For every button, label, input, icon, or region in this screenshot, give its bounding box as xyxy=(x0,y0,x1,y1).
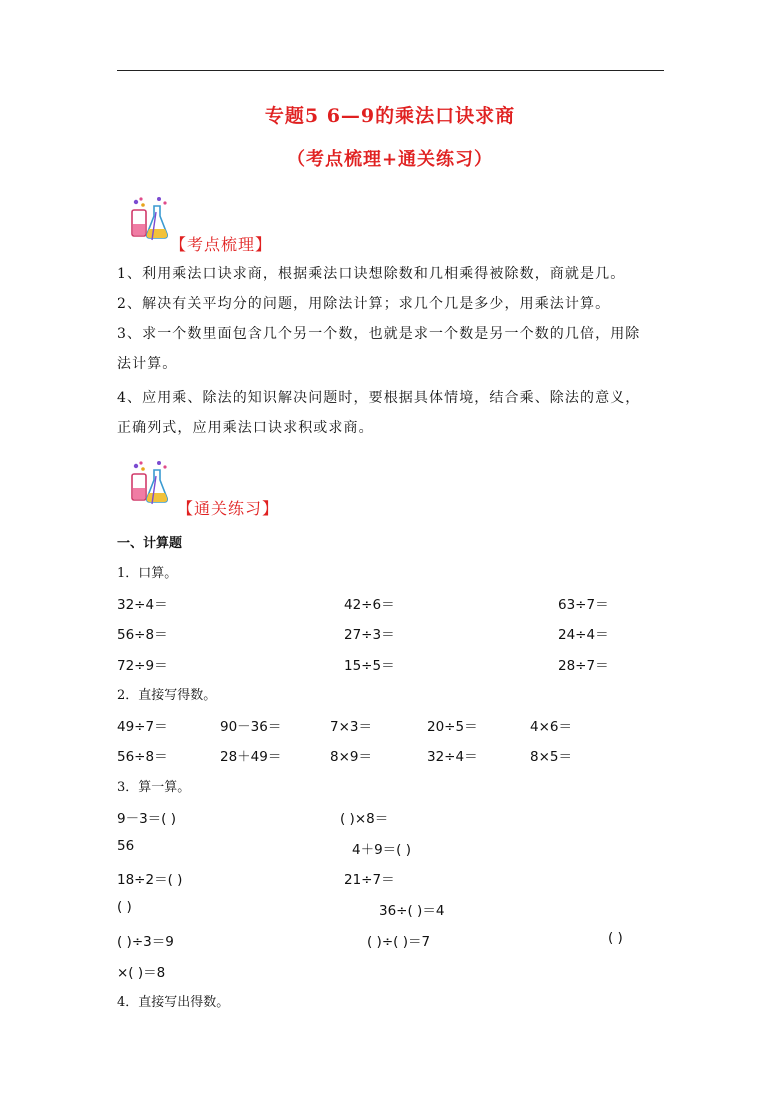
q3-item: 18÷2＝( ) xyxy=(117,872,183,888)
page-title: 专题5 6—9的乘法口诀求商 xyxy=(264,105,516,127)
q2-item: 56÷8＝ xyxy=(117,749,168,765)
header-rule xyxy=(117,70,664,71)
q3-item: 56 xyxy=(117,838,135,854)
question-1-title: 1．口算。 xyxy=(117,566,178,581)
question-3-title: 3．算一算。 xyxy=(117,780,191,795)
q1-item: 32÷4＝ xyxy=(117,597,168,613)
q3-item: ( )÷( )＝7 xyxy=(367,934,431,950)
lab-flask-icon xyxy=(130,460,170,506)
review-point-4: 4、应用乘、除法的知识解决问题时，要根据具体情境，结合乘、除法的意义， xyxy=(117,390,641,406)
part-heading: 一、计算题 xyxy=(117,536,183,551)
review-point-3-cont: 法计算。 xyxy=(117,356,178,372)
q3-item: 9－3＝( ) xyxy=(117,811,177,827)
q2-item: 8×5＝ xyxy=(530,749,572,765)
q1-item: 72÷9＝ xyxy=(117,658,168,674)
q1-item: 63÷7＝ xyxy=(558,597,609,613)
review-point-2: 2、解决有关平均分的问题，用除法计算；求几个几是多少，用乘法计算。 xyxy=(117,296,611,312)
q3-item: 21÷7＝ xyxy=(344,872,395,888)
q3-item: ( )÷3＝9 xyxy=(117,934,174,950)
q2-item: 49÷7＝ xyxy=(117,719,168,735)
section-label-review: 【考点梳理】 xyxy=(170,235,273,254)
q2-item: 8×9＝ xyxy=(330,749,372,765)
q3-item: 36÷( )＝4 xyxy=(379,903,445,919)
q1-item: 15÷5＝ xyxy=(344,658,395,674)
lab-flask-icon xyxy=(130,196,170,242)
q2-item: 32÷4＝ xyxy=(427,749,478,765)
q3-item: 4＋9＝( ) xyxy=(352,842,412,858)
question-4-title: 4．直接写出得数。 xyxy=(117,995,230,1010)
page-subtitle: （考点梳理+通关练习） xyxy=(286,149,494,170)
q2-item: 7×3＝ xyxy=(330,719,372,735)
q2-item: 4×6＝ xyxy=(530,719,572,735)
q1-item: 42÷6＝ xyxy=(344,597,395,613)
q1-item: 56÷8＝ xyxy=(117,627,168,643)
review-point-3: 3、求一个数里面包含几个另一个数，也就是求一个数是另一个数的几倍，用除 xyxy=(117,326,641,342)
q3-item: ( ) xyxy=(117,899,132,915)
section-label-practice: 【通关练习】 xyxy=(177,499,280,518)
q2-item: 28＋49＝ xyxy=(220,749,282,765)
question-2-title: 2．直接写得数。 xyxy=(117,688,217,703)
q3-item: ( ) xyxy=(608,930,623,946)
q3-item: ×( )＝8 xyxy=(117,965,166,981)
review-point-1: 1、利用乘法口诀求商，根据乘法口诀想除数和几相乘得被除数，商就是几。 xyxy=(117,266,626,282)
q2-item: 20÷5＝ xyxy=(427,719,478,735)
q3-item: ( )×8＝ xyxy=(340,811,389,827)
review-point-4-cont: 正确列式，应用乘法口诀求积或求商。 xyxy=(117,420,374,436)
q1-item: 24÷4＝ xyxy=(558,627,609,643)
q2-item: 90－36＝ xyxy=(220,719,282,735)
q1-item: 28÷7＝ xyxy=(558,658,609,674)
q1-item: 27÷3＝ xyxy=(344,627,395,643)
